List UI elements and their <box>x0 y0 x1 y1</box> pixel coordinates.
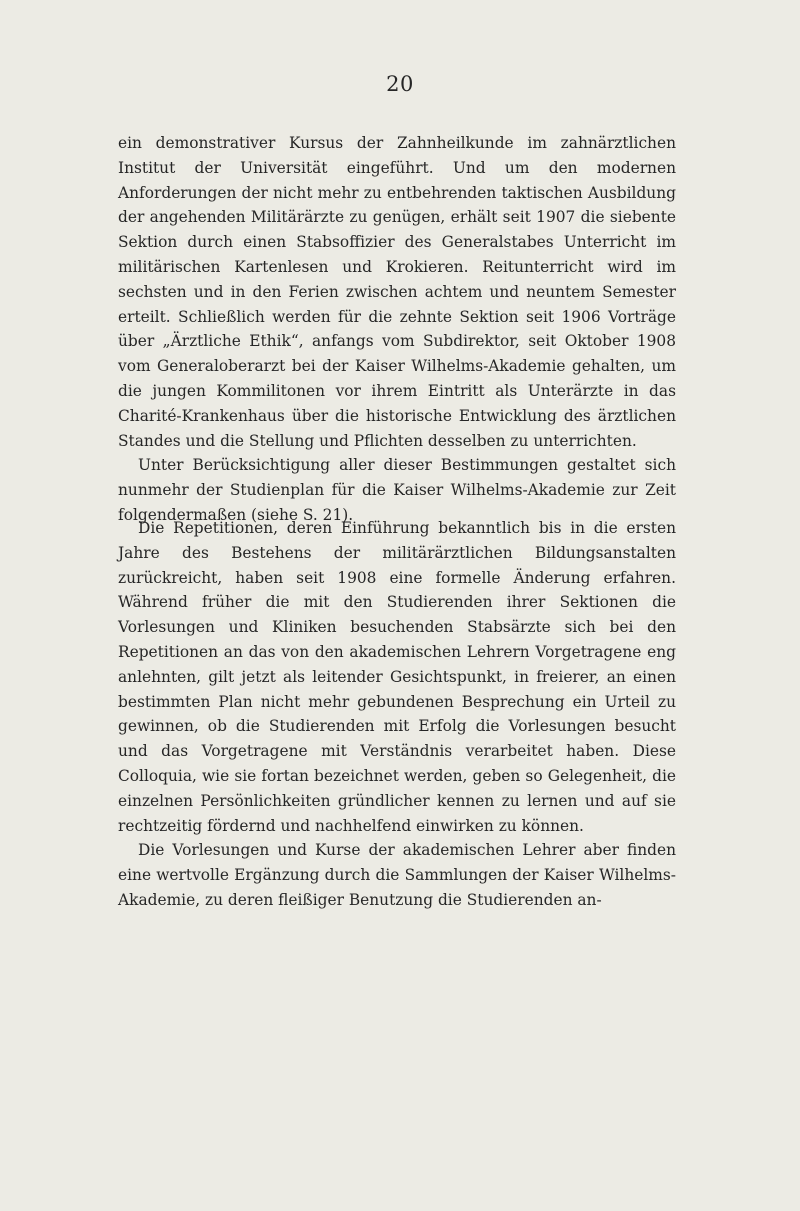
paragraph-1: ein demonstrativer Kursus der Zahnheilkunde im zahnärztlichen Institut der Universität eingeführt. Und um den modernen Anforderungen der nicht mehr zu entbehrenden taktischen Ausbildung der angehenden Militärärzte zu genügen, erhält seit 1907 die siebente Sektion durch einen Stabsoffizier des Generalstabes Unterricht im militärischen Kartenlesen und Krokieren. Reitunterricht wird im sechsten und in den Ferien zwischen achtem und neuntem Semester erteilt. Schließlich werden für die zehnte Sektion seit 1906 Vorträge über „Ärztliche Ethik“, anfangs vom Subdirektor, seit Oktober 1908 vom Generaloberarzt bei der Kaiser Wilhelms-Akademie gehalten, um die jungen Kommilitonen vor ihrem Eintritt als Unterärzte in das Charité-Krankenhaus über die historische Entwicklung des ärztlichen Standes und die Stellung und Pflichten desselben zu unterrichten. <box>118 134 676 450</box>
paragraph-2: Unter Berücksichtigung aller dieser Bestimmungen gestaltet sich nunmehr der Studienplan für die Kaiser Wilhelms-Akademie zur Zeit folgendermaßen (siehe S. 21). <box>118 456 676 524</box>
page-number: 20 <box>386 72 414 96</box>
paragraph-4: Die Vorlesungen und Kurse der akademischen Lehrer aber finden eine wertvolle Ergänzung durch die Sammlungen der Kaiser Wilhelms-Akademie, zu deren fleißiger Benutzung die Studierenden an- <box>118 841 676 909</box>
text-block-upper <box>118 131 676 528</box>
paragraph-3: Die Repetitionen, deren Einführung bekanntlich bis in die ersten Jahre des Bestehens der militärärztlichen Bildungsanstalten zurückreicht, haben seit 1908 eine formelle Änderung erfahren. Während früher die mit den Studierenden ihrer Sektionen die Vorlesungen und Kliniken besuchenden Stabsärzte sich bei den Repetitionen an das von den akademischen Lehrern Vorgetragene eng anlehnten, gilt jetzt als leitender Gesichtspunkt, in freierer, an einen bestimmten Plan nicht mehr gebundenen Besprechung ein Urteil zu gewinnen, ob die Studierenden mit Erfolg die Vorlesungen besucht und das Vorgetragene mit Verständnis verarbeitet haben. Diese Colloquia, wie sie fortan bezeichnet werden, geben so Gelegenheit, die einzelnen Persönlichkeiten gründlicher kennen zu lernen und auf sie rechtzeitig fördernd und nachhelfend einwirken zu können. <box>118 519 676 835</box>
text-block-lower <box>118 516 676 913</box>
